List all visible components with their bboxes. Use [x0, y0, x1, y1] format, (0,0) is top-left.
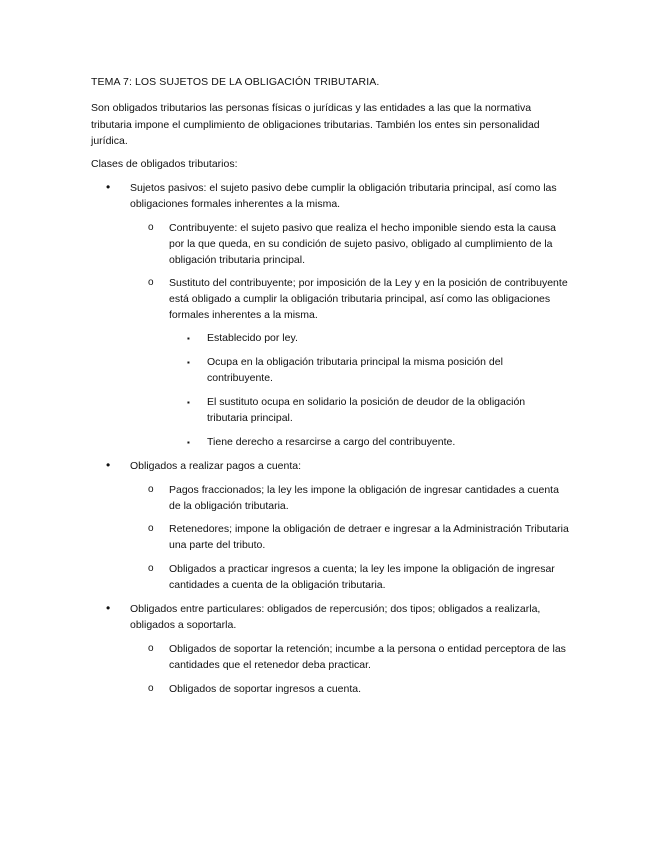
- list-item-text: Sujetos pasivos: el sujeto pasivo debe cumplir la obligación tributaria principal, así como las obligaciones formales inherentes a la misma.: [130, 182, 557, 210]
- list-item-text: Obligados entre particulares: obligados de repercusión; dos tipos; obligados a realizarla, obligados a soportarla.: [130, 603, 541, 631]
- bullet-marker: •: [106, 180, 111, 194]
- square-marker: ▪: [187, 334, 190, 343]
- list-item-retenedores: [148, 521, 569, 553]
- circle-marker: o: [148, 484, 154, 495]
- list-item-text: Establecido por ley.: [207, 332, 298, 344]
- bullet-marker: •: [106, 601, 111, 615]
- list-item-ingresos-a-cuenta: [148, 561, 569, 593]
- circle-marker: o: [148, 683, 154, 694]
- list-item-text: Obligados de soportar la retención; incumbe a la persona o entidad perceptora de las cantidades que el retenedor deba practicar.: [169, 643, 566, 671]
- list-item-entre-particulares: [106, 601, 570, 633]
- square-marker: ▪: [187, 358, 190, 367]
- bullet-marker: •: [106, 458, 111, 472]
- list-item-sujetos-pasivos: [106, 180, 570, 212]
- list-item-text: Obligados a practicar ingresos a cuenta; la ley les impone la obligación de ingresar cantidades a cuenta de la obligación tributaria.: [169, 563, 555, 591]
- list-item-sustituto: [148, 275, 569, 323]
- intro-paragraph: Son obligados tributarios las personas físicas o jurídicas y las entidades a las que la normativa tributaria impone el cumplimiento de obligaciones tributarias. También los entes sin personalidad jurídica.: [91, 102, 540, 147]
- circle-marker: o: [148, 563, 154, 574]
- list-item-text: Ocupa en la obligación tributaria principal la misma posición del contribuyente.: [207, 356, 503, 384]
- circle-marker: o: [148, 222, 154, 233]
- circle-marker: o: [148, 277, 154, 288]
- list-item-contribuyente: [148, 220, 569, 268]
- list-item-resarcirse: [187, 434, 547, 450]
- page-title: TEMA 7: LOS SUJETOS DE LA OBLIGACIÓN TRIBUTARIA.: [91, 76, 380, 88]
- circle-marker: o: [148, 523, 154, 534]
- list-item-pagos-fraccionados: [148, 482, 569, 514]
- list-item-establecido: [187, 330, 547, 346]
- list-item-text: Tiene derecho a resarcirse a cargo del contribuyente.: [207, 436, 456, 448]
- clases-heading: Clases de obligados tributarios:: [91, 158, 238, 170]
- list-item-text: El sustituto ocupa en solidario la posición de deudor de la obligación tributaria principal.: [207, 396, 526, 424]
- square-marker: ▪: [187, 438, 190, 447]
- list-item-text: Contribuyente: el sujeto pasivo que realiza el hecho imponible siendo esta la causa por la que queda, en su condición de sujeto pasivo, obligado al cumplimiento de la obligación tributaria principal.: [169, 222, 556, 266]
- list-item-text: Obligados a realizar pagos a cuenta:: [130, 460, 302, 472]
- list-item-text: Retenedores; impone la obligación de detraer e ingresar a la Administración Tributaria una parte del tributo.: [169, 523, 569, 551]
- list-item-text: Pagos fraccionados; la ley les impone la obligación de ingresar cantidades a cuenta de la obligación tributaria.: [169, 484, 559, 512]
- list-item-text: Obligados de soportar ingresos a cuenta.: [169, 683, 362, 695]
- circle-marker: o: [148, 643, 154, 654]
- list-item-text: Sustituto del contribuyente; por imposición de la Ley y en la posición de contribuyente está obligado a cumplir la obligación tributaria principal, así como las obligaciones formales inherentes a la misma.: [169, 277, 568, 321]
- list-item-soportar-ingresos: [148, 681, 569, 697]
- list-item-soportar-retencion: [148, 641, 569, 673]
- list-item-solidario: [187, 394, 547, 426]
- square-marker: ▪: [187, 398, 190, 407]
- list-item-pagos-a-cuenta: [106, 458, 570, 474]
- list-item-ocupa: [187, 354, 547, 386]
